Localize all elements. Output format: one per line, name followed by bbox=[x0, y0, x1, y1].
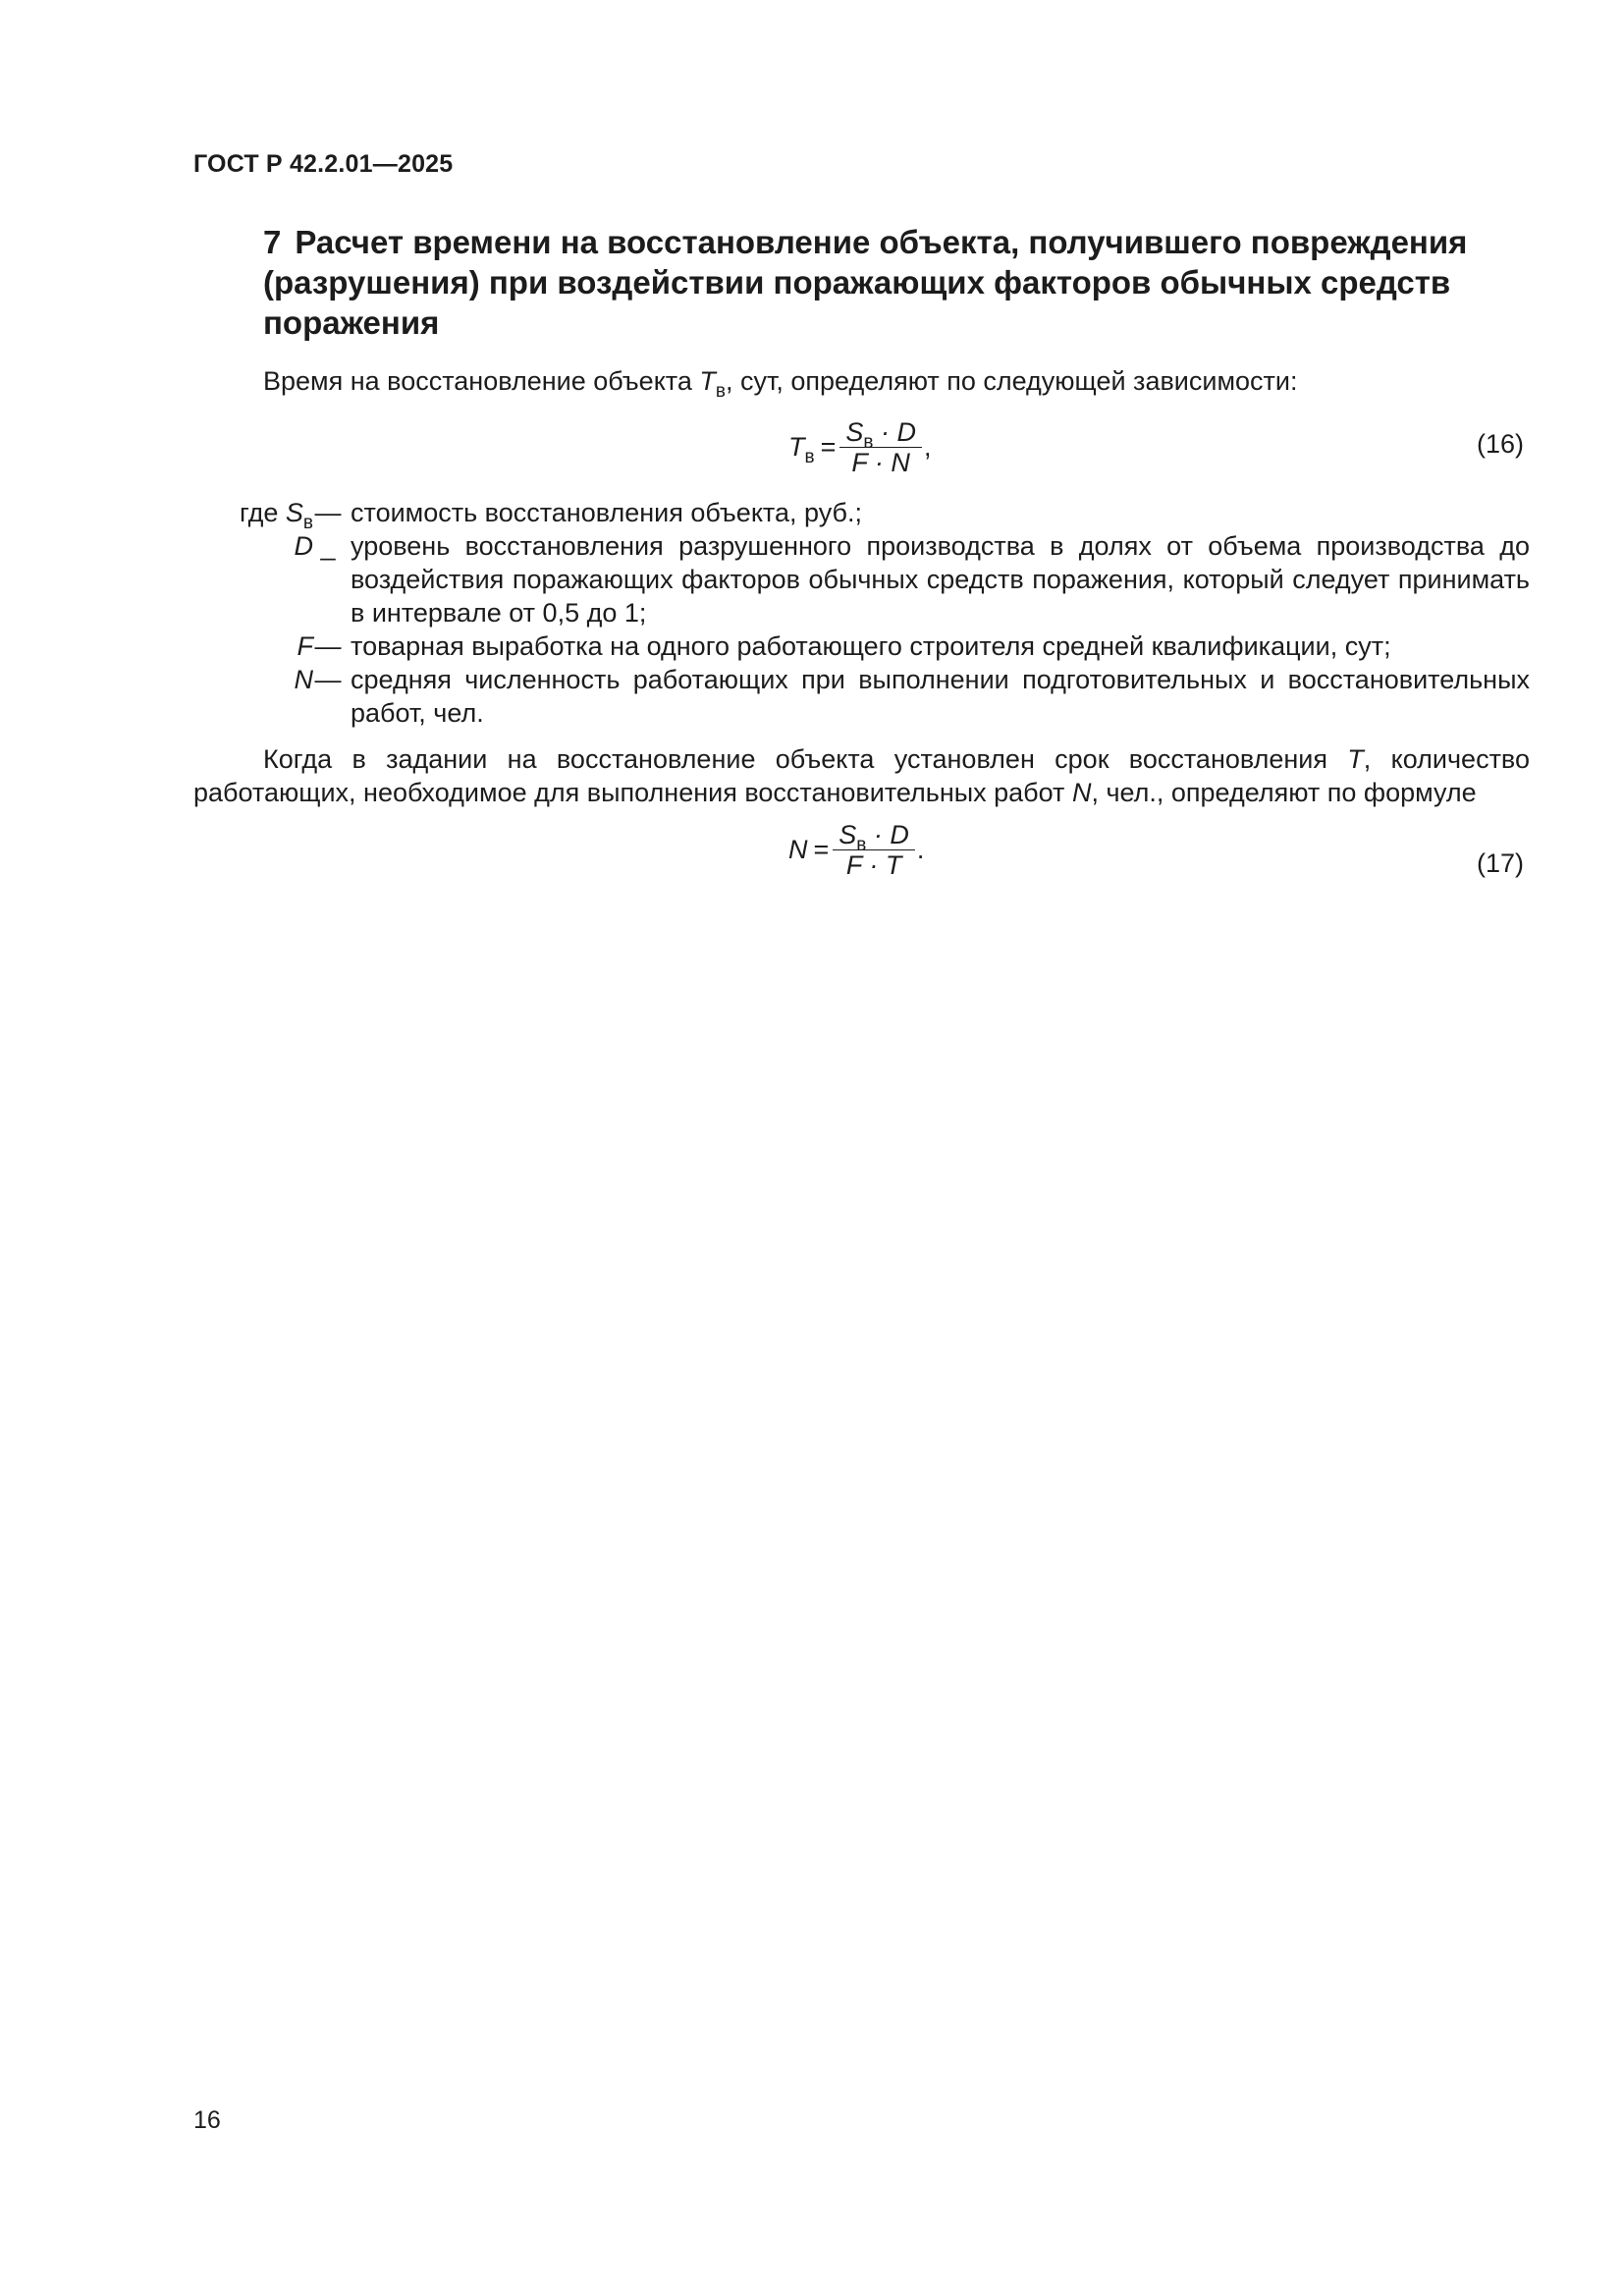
legend-symbol: D bbox=[294, 531, 313, 561]
formula-16-lhs bbox=[788, 432, 815, 467]
formula-16-lhs-subscript: в bbox=[804, 447, 815, 467]
legend-symbol bbox=[193, 496, 313, 533]
intro-text-start: Время на восстановление объекта bbox=[263, 366, 700, 396]
legend-symbol: F bbox=[297, 631, 313, 661]
formula-17-denominator: F · T bbox=[845, 850, 902, 880]
legend-row-sv bbox=[193, 496, 1530, 533]
workers-text-3: , чел., определяют по формуле bbox=[1091, 778, 1477, 807]
formula-16-numerator-subscript: в bbox=[863, 432, 874, 453]
workers-text-1: Когда в задании на восстановление объекта установлен срок восстановления bbox=[263, 744, 1348, 774]
section-heading bbox=[263, 222, 1530, 343]
section-title: Расчет времени на восстановление объекта, получившего повреждения (разрушения) при воздействии поражающих факторов обычных средств поражения bbox=[263, 224, 1468, 341]
formula-16-fraction bbox=[839, 418, 922, 476]
section-number: 7 bbox=[263, 224, 282, 260]
workers-symbol-n: N bbox=[1071, 778, 1092, 807]
formula-17-fraction bbox=[833, 821, 915, 879]
legend-description: товарная выработка на одного работающего строителя средней квалификации, сут; bbox=[351, 631, 1391, 661]
legend-symbol-subscript: в bbox=[302, 513, 313, 533]
formula-16-punctuation: , bbox=[923, 432, 932, 462]
intro-symbol-subscript: в bbox=[715, 381, 726, 402]
variable-legend bbox=[193, 496, 1530, 730]
formula-16-numerator bbox=[839, 417, 922, 453]
formula-17-punctuation: . bbox=[916, 835, 925, 864]
formula-16-numerator-symbol: S bbox=[845, 417, 864, 447]
formula-17-numerator bbox=[833, 820, 915, 855]
legend-description: уровень восстановления разрушенного производства в долях от объема производства до воздействия поражающих факторов обычных средств поражения, который следует принимать в интервале от 0,5 до 1; bbox=[351, 531, 1530, 628]
document-id-header: ГОСТ Р 42.2.01—2025 bbox=[193, 150, 454, 178]
legend-dash: _ bbox=[320, 531, 336, 561]
legend-dash: — bbox=[314, 631, 342, 661]
workers-text-2: , количество работающих, необходимое для выполнения восстановительных работ bbox=[193, 744, 1530, 807]
intro-paragraph bbox=[263, 364, 1530, 402]
formula-16-denominator: F · N bbox=[851, 448, 910, 477]
legend-prefix: где bbox=[239, 498, 279, 527]
legend-row-d bbox=[193, 529, 1530, 629]
formula-17-lhs: N bbox=[788, 835, 808, 864]
legend-symbol: N bbox=[294, 665, 313, 694]
formula-16-lhs-symbol: T bbox=[788, 432, 805, 462]
legend-description: стоимость восстановления объекта, руб.; bbox=[351, 498, 863, 527]
intro-symbol: T bbox=[699, 366, 716, 396]
legend-dash: — bbox=[314, 665, 342, 694]
formula-17-numerator-subscript: в bbox=[856, 835, 867, 855]
formula-16 bbox=[788, 418, 932, 476]
formula-17-number: (17) bbox=[1477, 848, 1525, 878]
workers-symbol-t: T bbox=[1347, 744, 1364, 774]
legend-dash: — bbox=[314, 498, 342, 527]
legend-symbol-letter: S bbox=[285, 498, 303, 527]
legend-row-n bbox=[193, 663, 1530, 730]
page-number: 16 bbox=[193, 2106, 221, 2134]
formula-17-numerator-rest: · D bbox=[866, 820, 909, 849]
legend-description: средняя численность работающих при выполнении подготовительных и восстановительных работ, чел. bbox=[351, 665, 1530, 728]
legend-row-f bbox=[193, 629, 1530, 663]
formula-17 bbox=[788, 821, 924, 879]
workers-paragraph bbox=[193, 742, 1530, 809]
intro-text-end: , сут, определяют по следующей зависимости: bbox=[726, 366, 1298, 396]
formula-17-numerator-symbol: S bbox=[839, 820, 857, 849]
formula-16-equals: = bbox=[820, 432, 837, 462]
formula-16-number: (16) bbox=[1477, 429, 1525, 459]
formula-17-equals: = bbox=[813, 835, 830, 864]
formula-16-numerator-rest: · D bbox=[873, 417, 916, 447]
